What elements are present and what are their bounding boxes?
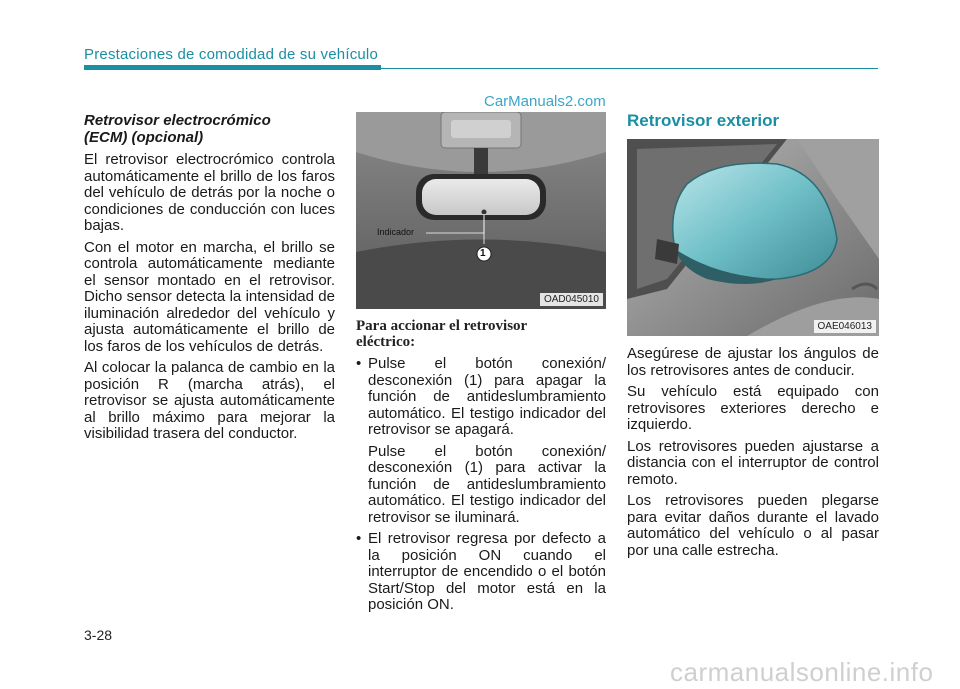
bullet2-text: El retrovisor regresa por defecto a la posición ON cuando el interruptor de encendido o el botón Start/Stop del motor está en la posición ON. (368, 530, 606, 613)
ecm-subheading-line2: (ECM) (opcional) (84, 129, 204, 146)
figure-callout-1: 1 (480, 248, 486, 259)
exterior-paragraph-1: Asegúrese de ajustar los ángulos de los retrovisores antes de conducir. (627, 345, 879, 379)
watermark-top: CarManuals2.com (484, 93, 606, 110)
bullet1-paragraph-2: Pulse el botón conexión/ desconexión (1) para activar la función de antideslumbramiento automático. El testigo indicador del retrovisor se iluminará. (368, 442, 606, 526)
exterior-mirror-illustration (627, 139, 879, 336)
header-rule (381, 68, 878, 69)
ecm-subheading (84, 112, 335, 146)
section-header-title: Prestaciones de comodidad de su vehículo (84, 46, 379, 63)
ecm-paragraph-3: Al colocar la palanca de cambio en la posición R (marcha atrás), el retrovisor se ajusta automáticamente al brillo máximo para mejorar la visibilidad trasera del conductor. (84, 359, 335, 442)
interior-mirror-figure (356, 112, 606, 309)
exterior-paragraph-4: Los retrovisores pueden plegarse para evitar daños durante el lavado automático del vehículo o al pasar por una calle estrecha. (627, 492, 879, 559)
exterior-paragraph-2: Su vehículo está equipado con retrovisores exteriores derecho e izquierdo. (627, 383, 879, 433)
figure-code: OAE046013 (814, 320, 877, 333)
watermark-bottom: carmanualsonline.info (670, 657, 934, 687)
ecm-paragraph-1: El retrovisor electrocrómico controla automáticamente el brillo de los faros del vehículo de detrás por la noche o condiciones de conducción con luces bajas. (84, 151, 335, 234)
column-left (84, 112, 335, 448)
exterior-mirror-figure (627, 139, 879, 336)
list-item (356, 356, 606, 526)
list-item (356, 531, 606, 614)
exterior-mirror-title: Retrovisor exterior (627, 111, 780, 130)
ecm-subheading-line1: Retrovisor electrocrómico (84, 112, 271, 129)
operate-heading-line2: eléctrico: (356, 334, 416, 350)
exterior-paragraph-3: Los retrovisores pueden ajustarse a distancia con el interruptor de control remoto. (627, 437, 879, 488)
figure-code: OAD045010 (540, 293, 603, 306)
page-number: 3-28 (84, 627, 113, 643)
bullet-dot: • (356, 530, 362, 547)
ecm-paragraph-2: Con el motor en marcha, el brillo se controla automáticamente mediante el sensor montado en el retrovisor. Dicho sensor detecta la intensidad de iluminación alrededor del vehículo y ajusta automáticamente el brillo de los faros de los vehículos de detrás. (84, 238, 335, 355)
column-middle (356, 112, 606, 619)
operate-bullet-list (356, 356, 606, 614)
bullet-dot: • (356, 355, 362, 372)
interior-mirror-illustration (356, 112, 606, 309)
bullet1-paragraph-1: Pulse el botón conexión/ desconexión (1) para apagar la función de antideslumbramiento automático. El testigo indicador del retrovisor se apagará. (368, 355, 606, 438)
column-right (627, 112, 879, 564)
figure-label-indicador: Indicador (377, 227, 415, 237)
operate-heading-line1: Para accionar el retrovisor (356, 318, 528, 334)
operate-mirror-heading (356, 318, 606, 350)
header-accent-bar (84, 65, 381, 70)
